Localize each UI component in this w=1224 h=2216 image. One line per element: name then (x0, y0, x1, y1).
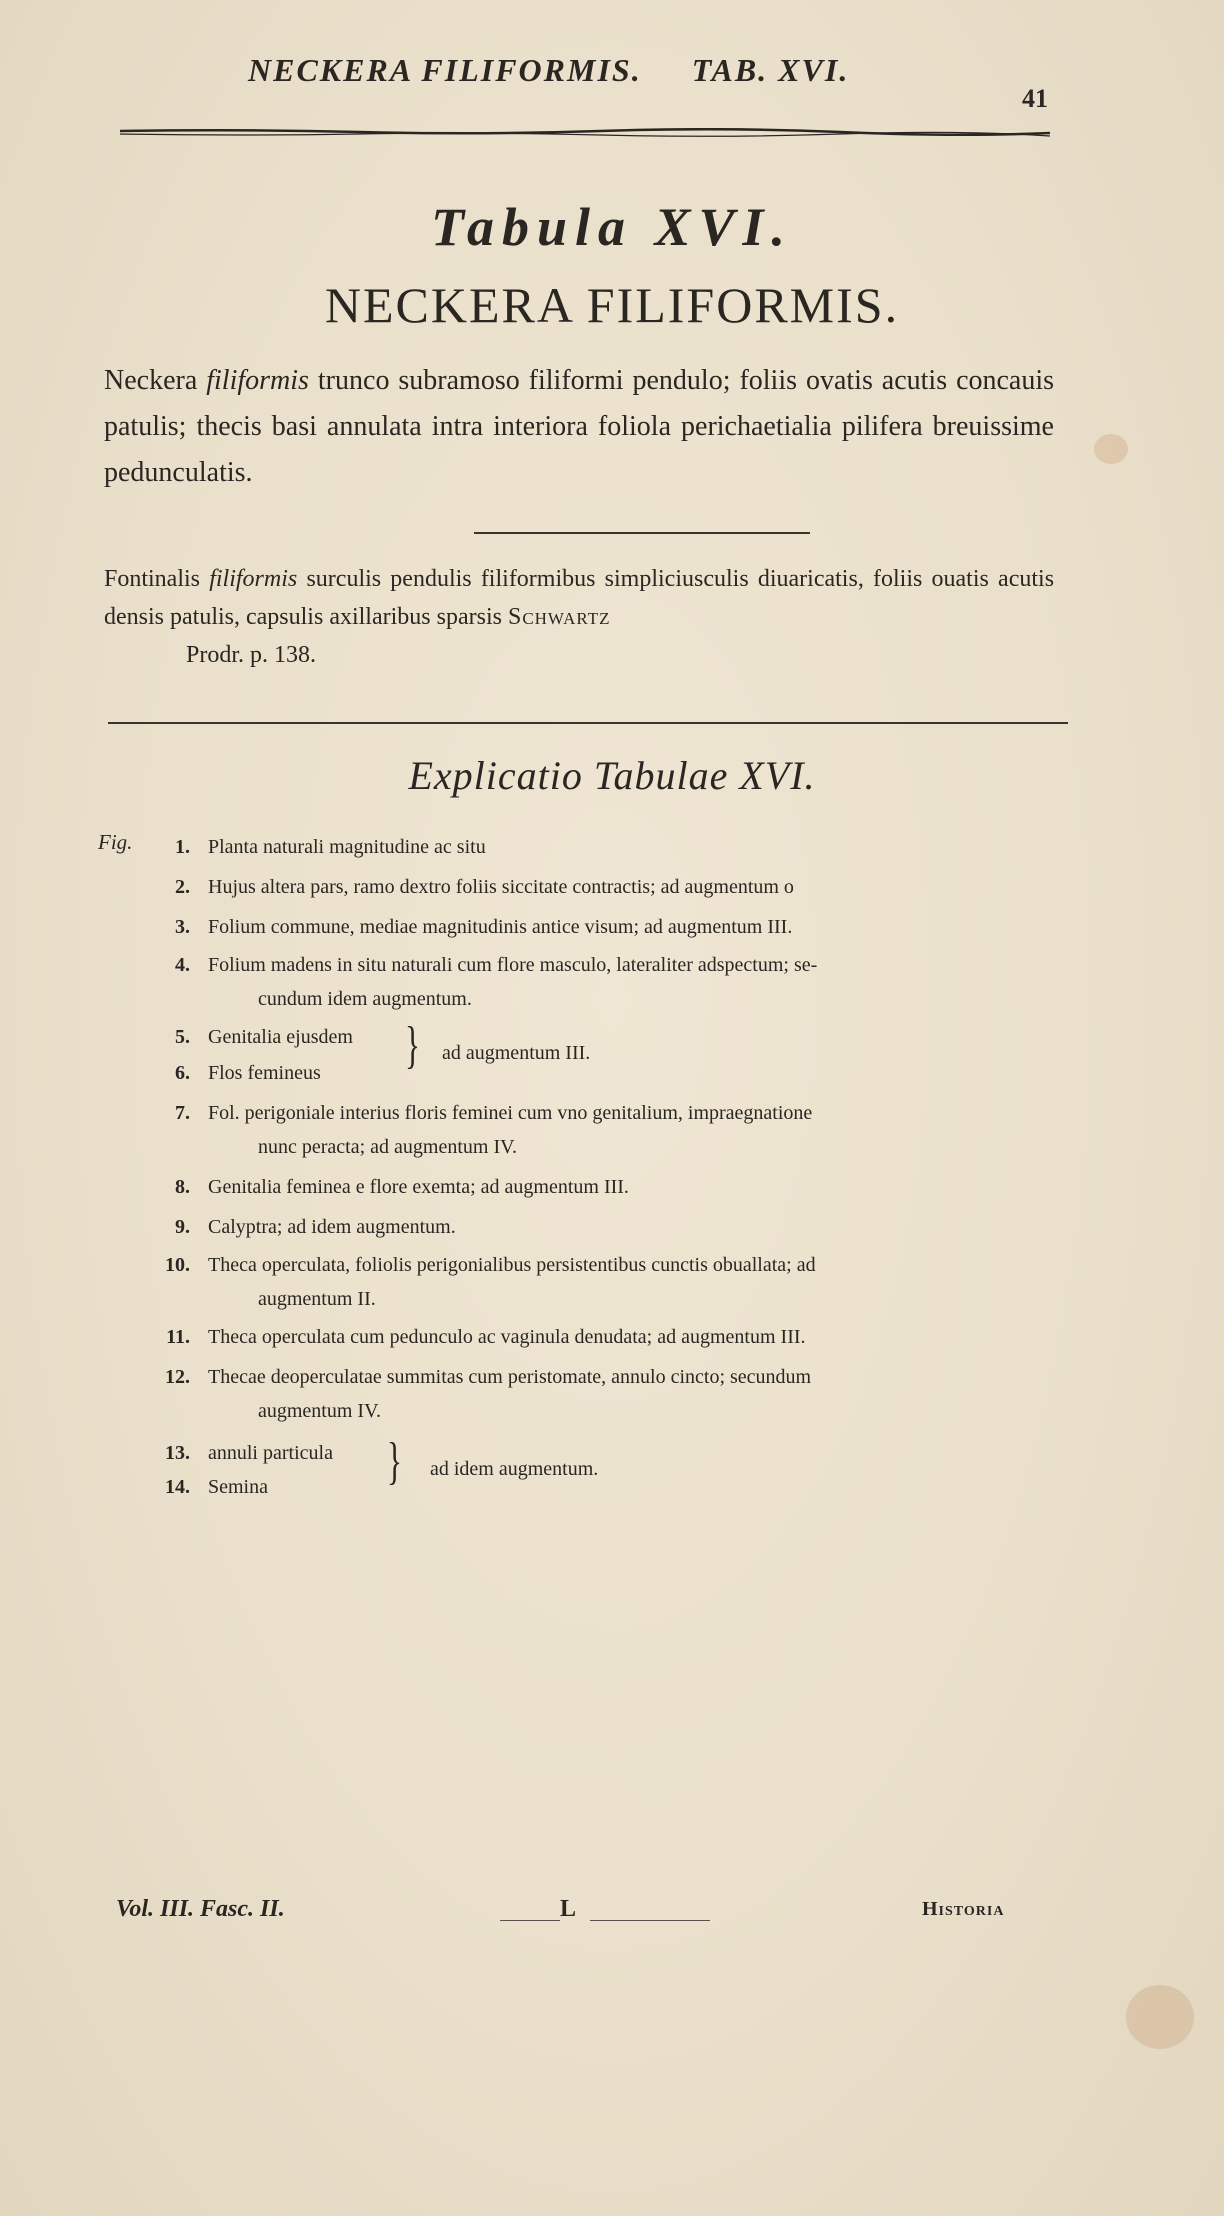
figure-number: 13. (165, 1442, 190, 1464)
figure-caption-line2: augmentum II. (258, 1288, 376, 1310)
running-head-tab: TAB. XVI. (691, 52, 850, 88)
synonym-text: surculis pendulis filiformibus simpliciusculis diuaricatis, foliis ouatis acutis densis patulis, capsulis axillaribus sparsis (104, 566, 1055, 630)
explicatio-heading: Explicatio Tabulae XVI. (408, 753, 816, 798)
plate-heading: Tabula XVI. (430, 197, 794, 257)
figure-number: 11. (166, 1326, 190, 1348)
catchword: Historia (922, 1898, 1005, 1920)
figure-caption: Theca operculata cum pedunculo ac vaginula denudata; ad augmentum III. (208, 1326, 806, 1348)
synonym-reference: Prodr. p. 138. (186, 642, 317, 668)
figure-caption: Semina (208, 1476, 268, 1498)
figure-caption (208, 948, 1060, 1016)
synonym-genus: Fontinalis (104, 566, 201, 592)
figure-caption-line2: cundum idem augmentum. (258, 988, 472, 1010)
page-number: 41 (1022, 84, 1048, 113)
group-note-13-14: ad idem augmentum. (430, 1458, 599, 1480)
section-divider-short (474, 532, 810, 534)
running-head-title: NECKERA FILIFORMIS. (248, 52, 642, 88)
species-diagnosis (104, 358, 1054, 496)
figure-number: 6. (175, 1062, 190, 1084)
synonym-epithet: filiformis (209, 566, 298, 592)
figure-number: 2. (175, 876, 190, 898)
figure-caption (208, 1096, 1060, 1164)
figure-caption: Hujus altera pars, ramo dextro foliis siccitate contractis; ad augmentum o (208, 876, 794, 898)
grouping-brace: } (386, 1433, 402, 1490)
section-divider-long (108, 722, 1068, 724)
grouping-brace: } (404, 1017, 420, 1074)
group-note-5-6: ad augmentum III. (442, 1042, 591, 1064)
synonym-author: Schwartz (507, 604, 611, 630)
running-head (248, 52, 849, 89)
figure-number: 12. (165, 1366, 190, 1388)
volume-fascicle: Vol. III. Fasc. II. (116, 1896, 285, 1922)
signature-rule (500, 1920, 560, 1921)
figure-caption-line2: augmentum IV. (258, 1400, 381, 1422)
diagnosis-genus: Neckera (104, 365, 198, 396)
figure-number: 1. (175, 836, 190, 858)
figure-caption: Planta naturali magnitudine ac situ (208, 836, 486, 858)
figure-caption (208, 1360, 1060, 1428)
figure-number: 10. (165, 1254, 190, 1276)
foxing-stain (1126, 1985, 1194, 2049)
figure-number: 5. (175, 1026, 190, 1048)
figure-number: 4. (175, 954, 190, 976)
diagnosis-text: trunco subramoso filiformi pendulo; foliis ovatis acutis concauis patulis; thecis basi annulata intra interiora foliola perichaetialia pilifera breuissime pedunculatis. (104, 365, 1055, 488)
figure-caption (208, 1248, 1060, 1316)
figure-caption: Genitalia ejusdem (208, 1026, 353, 1048)
figure-caption: annuli particula (208, 1442, 333, 1464)
figure-number: 3. (175, 916, 190, 938)
species-title: NECKERA FILIFORMIS. (324, 277, 900, 333)
header-double-rule (120, 128, 1050, 138)
diagnosis-epithet: filiformis (206, 365, 309, 396)
fig-label: Fig. (98, 830, 133, 854)
figure-number: 9. (175, 1216, 190, 1238)
foxing-stain (1094, 434, 1128, 464)
printer-signature: L (560, 1896, 577, 1922)
synonym-citation (104, 560, 1054, 674)
figure-caption-line1: Theca operculata, foliolis perigonialibus persistentibus cunctis obuallata; ad (208, 1254, 816, 1276)
signature-rule (590, 1920, 710, 1921)
figure-caption-line1: Fol. perigoniale interius floris feminei cum vno genitalium, impraegnatione (208, 1102, 813, 1124)
figure-number: 7. (175, 1102, 190, 1124)
figure-caption: Calyptra; ad idem augmentum. (208, 1216, 456, 1238)
figure-number: 8. (175, 1176, 190, 1198)
figure-caption: Flos femineus (208, 1062, 321, 1084)
figure-caption-line1: Thecae deoperculatae summitas cum peristomate, annulo cincto; secundum (208, 1366, 812, 1388)
figure-caption-line1: Folium madens in situ naturali cum flore masculo, lateraliter adspectum; se- (208, 954, 818, 976)
figure-caption: Genitalia feminea e flore exemta; ad augmentum III. (208, 1176, 629, 1198)
figure-caption-line2: nunc peracta; ad augmentum IV. (258, 1136, 517, 1158)
figure-number: 14. (165, 1476, 190, 1498)
figure-caption: Folium commune, mediae magnitudinis antice visum; ad augmentum III. (208, 916, 793, 938)
